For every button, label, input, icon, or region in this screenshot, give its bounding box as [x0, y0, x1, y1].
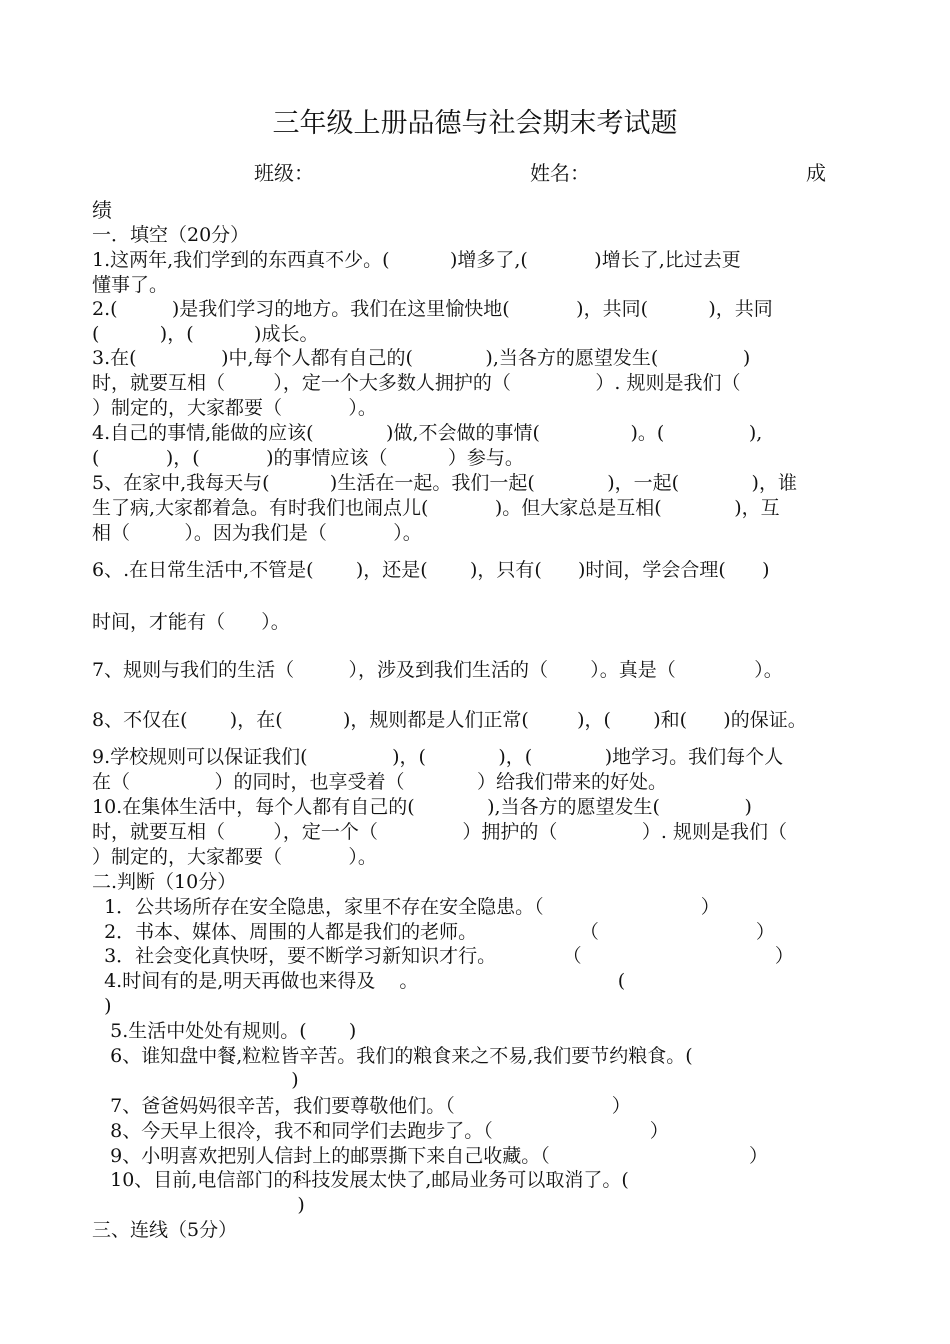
page-title: 三年级上册品德与社会期末考试题: [272, 108, 678, 139]
text-line: 1.这两年,我们学到的东西真不少。( )增多了,( )增长了,比过去更: [92, 249, 741, 271]
text-line: ）制定的，大家都要（ ）。: [92, 846, 377, 868]
text-line: ( )，( )成长。: [92, 323, 319, 345]
score-label: 成: [806, 161, 826, 185]
text-line: 5.生活中处处有规则。( ): [92, 1020, 357, 1042]
text-line: 时，就要互相（ ），定一个（ ）拥护的（ ）. 规则是我们（: [92, 821, 788, 843]
name-label: 姓名：: [530, 161, 590, 185]
text-line: ）制定的，大家都要（ ）。: [92, 397, 377, 419]
text-line: 6、.在日常生活中,不管是( )，还是( )，只有( )时间，学会合理( ): [92, 559, 770, 581]
text-line: 5、在家中,我每天与( )生活在一起。我们一起( )，一起( )，谁: [92, 472, 797, 494]
text-line: 2.( )是我们学习的地方。我们在这里愉快地( )，共同( )，共同: [92, 298, 773, 320]
text-line: 10、目前,电信部门的科技发展太快了,邮局业务可以取消了。(: [92, 1169, 629, 1191]
text-line: 生了病,大家都着急。有时我们也闹点儿( )。但大家总是互相( )，互: [92, 497, 780, 519]
text-line: ): [92, 1069, 299, 1091]
text-line: 7、爸爸妈妈很辛苦，我们要尊敬他们。（ ）: [92, 1095, 631, 1117]
text-line: 在（ ）的同时，也享受着（ ）给我们带来的好处。: [92, 771, 668, 793]
text-line: 1．公共场所存在安全隐患，家里不存在安全隐患。（ ）: [92, 896, 720, 918]
text-line: 3．社会变化真快呀，要不断学习新知识才行。 （ ）: [92, 945, 794, 967]
text-line: 8、不仅在( )，在( )，规则都是人们正常( )，( )和( )的保证。: [92, 709, 807, 731]
text-line: 一．填空（20分）: [92, 224, 250, 246]
text-line: 3.在( )中,每个人都有自己的( ),当各方的愿望发生( ): [92, 347, 751, 369]
text-line: 2．书本、媒体、周围的人都是我们的老师。 （ ）: [92, 921, 775, 943]
text-line: 7、规则与我们的生活（ ），涉及到我们生活的（ ）。真是（ ）。: [92, 659, 783, 681]
text-line: 懂事了。: [92, 274, 169, 296]
text-line: ): [92, 1194, 305, 1216]
text-line: 二.判断（10分）: [92, 871, 237, 893]
text-line: 10.在集体生活中，每个人都有自己的( ),当各方的愿望发生( ): [92, 796, 752, 818]
text-line: 9.学校规则可以保证我们( )，( )，( )地学习。我们每个人: [92, 746, 784, 768]
text-line: 相（ ）。因为我们是（ ）。: [92, 522, 422, 544]
class-label: 班级：: [254, 161, 314, 185]
text-line: 8、今天早上很冷，我不和同学们去跑步了。（ ）: [92, 1120, 669, 1142]
score-label-continued: 绩: [92, 198, 112, 222]
text-line: 三、连线（5分）: [92, 1219, 238, 1241]
text-line: ( )，( )的事情应该（ ）参与。: [92, 447, 524, 469]
text-line: ): [92, 995, 112, 1017]
text-line: 时间，才能有（ ）。: [92, 611, 290, 633]
text-line: 6、谁知盘中餐,粒粒皆辛苦。我们的粮食来之不易,我们要节约粮食。(: [92, 1045, 693, 1067]
text-line: 9、小明喜欢把别人信封上的邮票撕下来自己收藏。（ ）: [92, 1145, 769, 1167]
text-line: 4.时间有的是,明天再做也来得及 。 (: [92, 970, 626, 992]
text-line: 时，就要互相（ ），定一个大多数人拥护的（ ）. 规则是我们（: [92, 372, 741, 394]
text-line: 4.自己的事情,能做的应该( )做,不会做的事情( )。( ),: [92, 422, 763, 444]
